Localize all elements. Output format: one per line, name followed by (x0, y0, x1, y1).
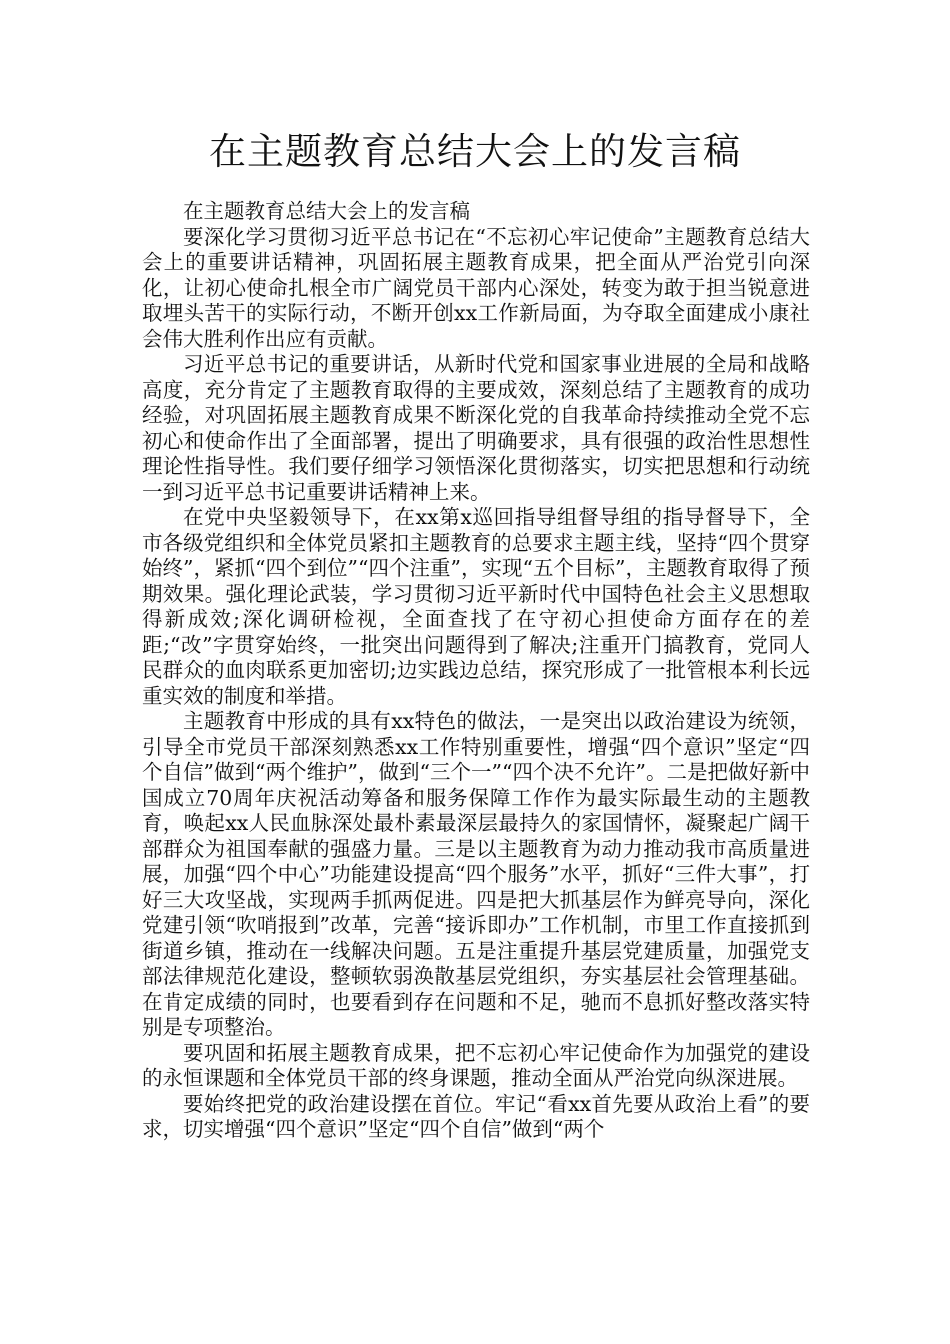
paragraph: 主题教育中形成的具有xx特色的做法，一是突出以政治建设为统领，引导全市党员干部深刻熟悉xx工作特别重要性，增强“四个意识”坚定“四个自信”做到“两个维护”，做到“三个一”“四个决不允许”。二是把做好新中国成立70周年庆祝活动筹备和服务保障工作作为最实际最生动的主题教育，唤起xx人民血脉深处最朴素最深层最持久的家国情怀，凝聚起广阔干部群众为祖国奉献的强盛力量。三是以主题教育为动力推动我市高质量进展，加强“四个中心”功能建设提高“四个服务”水平，抓好“三件大事”，打好三大攻坚战，实现两手抓两促进。四是把大抓基层作为鲜亮导向，深化党建引领“吹哨报到”改革，完善“接诉即办”工作机制，市里工作直接抓到街道乡镇，推动在一线解决问题。五是注重提升基层党建质量，加强党支部法律规范化建设，整顿软弱涣散基层党组织，夯实基层社会管理基础。在肯定成绩的同时，也要看到存在问题和不足，驰而不息抓好整改落实特别是专项整治。 (142, 709, 810, 1039)
paragraph: 要始终把党的政治建设摆在首位。牢记“看xx首先要从政治上看”的要求，切实增强“四个意识”坚定“四个自信”做到“两个 (142, 1091, 810, 1141)
paragraph: 要巩固和拓展主题教育成果，把不忘初心牢记使命作为加强党的建设的永恒课题和全体党员干部的终身课题，推动全面从严治党向纵深进展。 (142, 1040, 810, 1090)
paragraph: 在主题教育总结大会上的发言稿 (183, 199, 470, 223)
paragraph: 在党中央坚毅领导下，在xx第x巡回指导组督导组的指导督导下，全市各级党组织和全体党员紧扣主题教育的总要求主题主线，坚持“四个贯穿始终”，紧抓“四个到位”“四个注重”，实现“五个目标”，主题教育取得了预期效果。强化理论武装，学习贯彻习近平新时代中国特色社会主义思想取得新成效;深化调研检视，全面查找了在守初心担使命方面存在的差距;“改”字贯穿始终，一批突出问题得到了解决;注重开门搞教育，党同人民群众的血肉联系更加密切;边实践边总结，探究形成了一批管根本利长远重实效的制度和举措。 (142, 505, 810, 708)
document-title: 在主题教育总结大会上的发言稿 (209, 130, 741, 173)
paragraph: 要深化学习贯彻习近平总书记在“不忘初心牢记使命”主题教育总结大会上的重要讲话精神，巩固拓展主题教育成果，把全面从严治党引向深化，让初心使命扎根全市广阔党员干部内心深处，转变为敢于担当锐意进取埋头苦干的实际行动，不断开创xx工作新局面，为夺取全面建成小康社会伟大胜利作出应有贡献。 (142, 224, 810, 351)
document-body (142, 199, 810, 1143)
paragraph: 习近平总书记的重要讲话，从新时代党和国家事业进展的全局和战略高度，充分肯定了主题教育取得的主要成效，深刻总结了主题教育的成功经验，对巩固拓展主题教育成果不断深化党的自我革命持续推动全党不忘初心和使命作出了全面部署，提出了明确要求，具有很强的政治性思想性理论性指导性。我们要仔细学习领悟深化贯彻落实，切实把思想和行动统一到习近平总书记重要讲话精神上来。 (142, 352, 810, 504)
